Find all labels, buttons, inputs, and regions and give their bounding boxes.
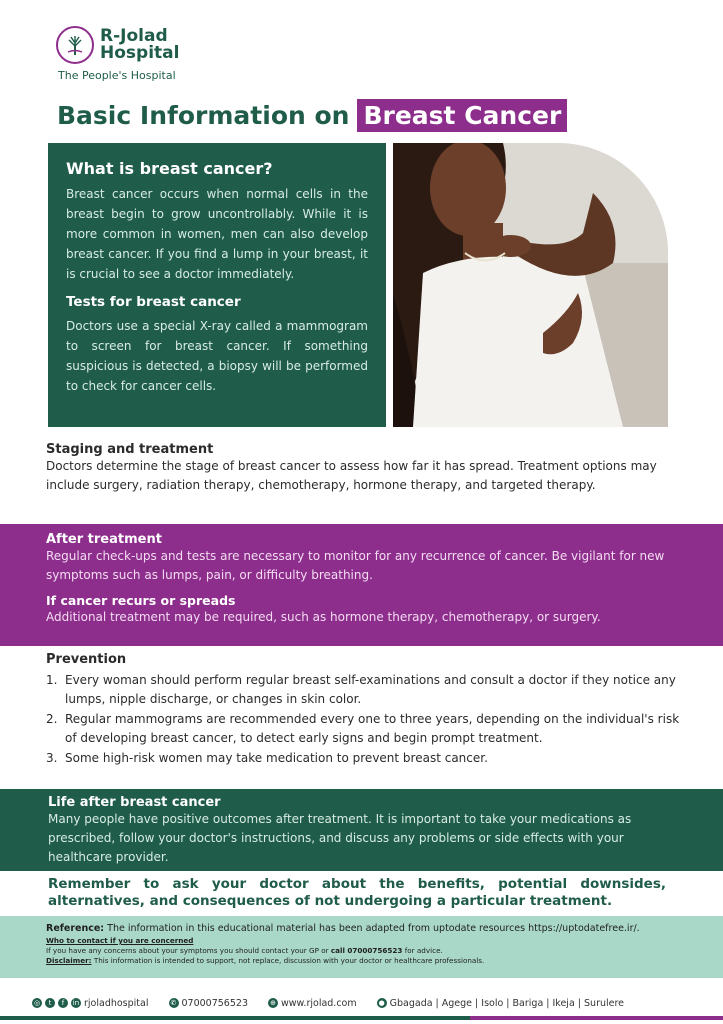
contact-heading-line: [46, 936, 677, 946]
footer-bar-green: [0, 1016, 470, 1020]
recurs-heading: If cancer recurs or spreads: [46, 593, 236, 608]
title-prefix: Basic Information on: [57, 100, 350, 130]
after-treatment-text: Regular check-ups and tests are necessary to monitor for any recurrence of cancer. Be vigilant for new symptoms such as lumps, pain, or difficulty breathing.: [46, 549, 665, 582]
remember-note: Remember to ask your doctor about the benefits, potential downsides, alternatives, and consequences of not undergoing a particular treatment.: [48, 876, 666, 909]
recurs-text: Additional treatment may be required, such as hormone therapy, chemotherapy, or surgery.: [46, 610, 601, 624]
twitter-icon[interactable]: t: [45, 998, 55, 1008]
prevention-list: [46, 671, 686, 768]
location-pin-icon: ●: [378, 999, 385, 1007]
list-item: [46, 749, 686, 768]
reference-line: [46, 922, 677, 936]
after-treatment-band: [0, 524, 723, 646]
list-item: [46, 671, 686, 709]
footer: [32, 995, 692, 1011]
contact-call[interactable]: call 07000756523: [330, 946, 403, 955]
list-number: 3.: [46, 751, 58, 765]
tests-heading: Tests for breast cancer: [66, 294, 241, 310]
life-after-text: Many people have positive outcomes after treatment. It is important to take your medications as prescribed, follow your doctor's instructions, and discuss any problems or side effects with your healthcare provider.: [48, 812, 632, 864]
footer-locations: [377, 998, 624, 1009]
prevention-heading: Prevention: [46, 652, 127, 667]
list-text: Every woman should perform regular breast self-examinations and consult a doctor if they notice any lumps, nipple discharge, or changes in skin color.: [65, 673, 676, 706]
instagram-icon[interactable]: ◎: [33, 999, 41, 1007]
footer-bar-purple: [470, 1016, 723, 1020]
page-title: [57, 96, 567, 134]
footer-phone[interactable]: [169, 998, 249, 1009]
locations-text: Gbagada | Agege | Isolo | Bariga | Ikeja | Surulere: [389, 997, 625, 1009]
contact-heading: Who to contact if you are concerned: [46, 936, 194, 945]
phone-number[interactable]: 07000756523: [181, 997, 248, 1009]
disclaimer-text: This information is intended to support, not replace, discussion with your doctor or healthcare professionals.: [93, 956, 485, 965]
list-number: 1.: [46, 673, 58, 687]
life-after-band: [0, 789, 723, 871]
list-item: [46, 710, 686, 748]
list-text: Some high-risk women may take medication to prevent breast cancer.: [65, 751, 488, 765]
footer-website[interactable]: [268, 998, 357, 1009]
staging-heading: Staging and treatment: [46, 442, 214, 457]
globe-icon: ⊕: [268, 998, 278, 1008]
list-number: 2.: [46, 712, 58, 726]
intro-box: [48, 143, 386, 427]
hospital-logo: [56, 26, 179, 64]
reference-text: The information in this educational material has been adapted from uptodate resources https://uptodatefree.ir/.: [107, 923, 640, 934]
staging-section: [46, 442, 686, 495]
social-handle[interactable]: rjoladhospital: [84, 997, 149, 1009]
after-treatment-heading: After treatment: [46, 532, 162, 547]
reference-box: [0, 916, 723, 978]
staging-text: Doctors determine the stage of breast cancer to assess how far it has spread. Treatment options may include surgery, radiation therapy, chemotherapy, hormone therapy, and targeted therapy.: [46, 459, 657, 492]
linkedin-icon[interactable]: in: [72, 999, 80, 1007]
disclaimer-label: Disclaimer:: [46, 956, 92, 965]
list-text: Regular mammograms are recommended every one to three years, depending on the individual's risk of developing breast cancer, to detect early signs and begin prompt treatment.: [65, 712, 680, 745]
reference-label: Reference:: [46, 923, 105, 934]
contact-line: [46, 946, 677, 956]
footer-social[interactable]: [32, 998, 149, 1009]
disclaimer-line: [46, 956, 677, 966]
tree-logo-icon: [56, 26, 94, 64]
facebook-icon[interactable]: f: [58, 998, 68, 1008]
brand-name: R-Jolad Hospital: [100, 26, 180, 63]
prevention-section: [46, 652, 686, 769]
contact-text-a: If you have any concerns about your symptoms you should contact your GP or: [46, 946, 329, 955]
life-after-heading: Life after breast cancer: [48, 795, 221, 810]
brand-tagline: The People's Hospital: [58, 69, 176, 82]
title-highlight: Breast Cancer: [357, 99, 567, 132]
contact-text-b: for advice.: [404, 946, 443, 955]
whatsapp-icon: ✆: [169, 998, 179, 1008]
woman-self-exam-photo: [393, 143, 668, 427]
intro-text: Breast cancer occurs when normal cells in the breast begin to grow uncontrollably. While it is more common in women, men can also develop breast cancer. If you find a lump in your breast, it is crucial to see a doctor immediately.: [66, 187, 368, 281]
tests-text: Doctors use a special X-ray called a mammogram to screen for breast cancer. If something suspicious is detected, a biopsy will be performed to check for cancer cells.: [66, 319, 368, 393]
website-link[interactable]: www.rjolad.com: [281, 997, 357, 1009]
intro-heading: What is breast cancer?: [66, 159, 273, 178]
